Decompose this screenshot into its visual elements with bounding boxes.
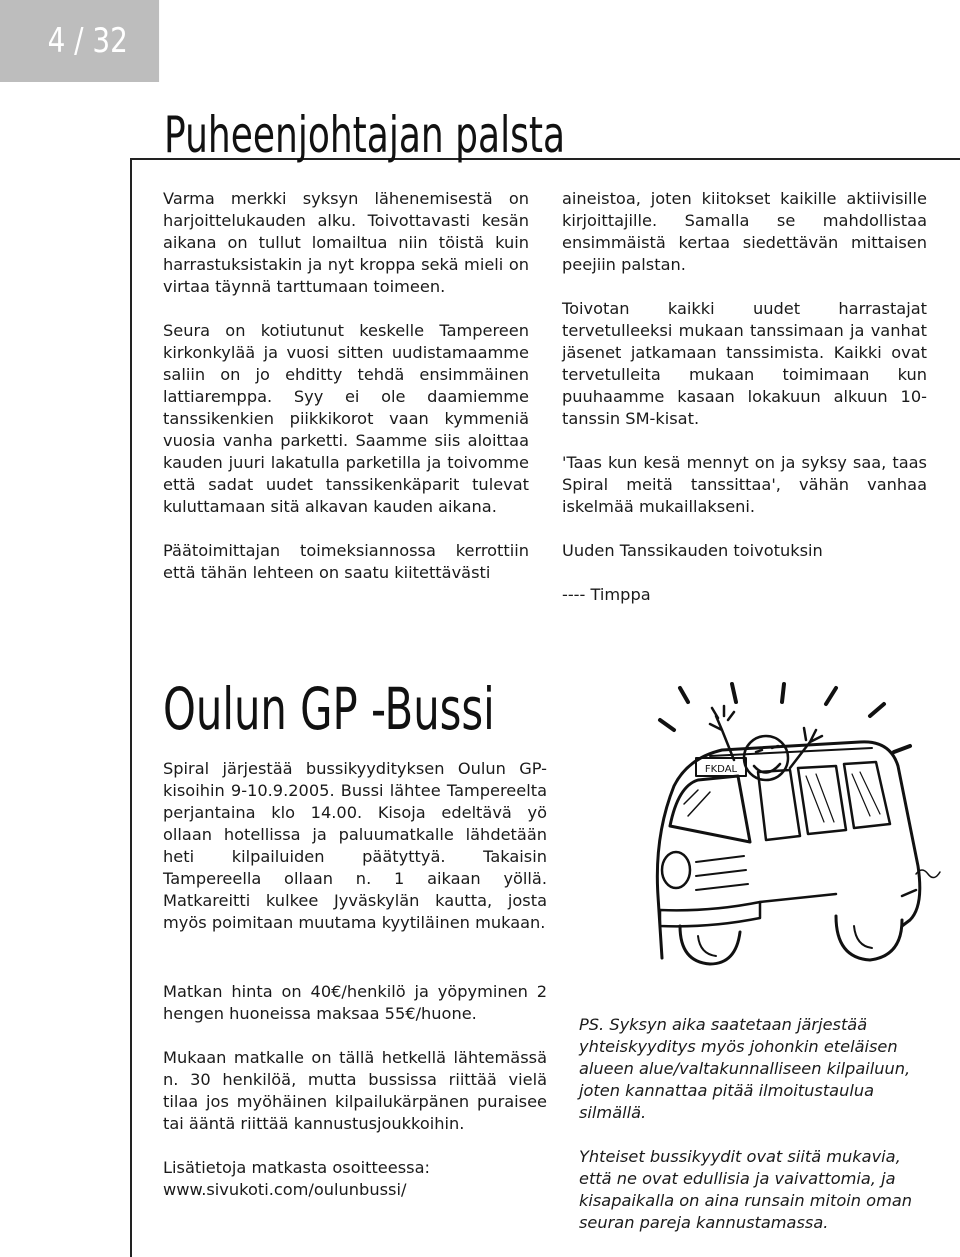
paragraph: Uuden Tanssikauden toivotuksin [562, 541, 823, 560]
chairman-column-right [562, 188, 927, 606]
paragraph: 'Taas kun kesä mennyt on ja syksy saa, taas Spiral meitä tanssittaa', vähän vanhaa iskelmää mukaillakseni. [562, 453, 927, 516]
paragraph: Yhteiset bussikyydit ovat siitä mukavia, että ne ovat edullisia ja vaivattomia, ja kisapaikalla on aina runsain mitoin oman seuran pareja kannustamassa. [579, 1147, 913, 1232]
page-number: 4 / 32 [47, 21, 128, 61]
info-label: Lisätietoja matkasta osoitteessa: [163, 1158, 430, 1177]
cartoon-bus-icon [640, 676, 952, 976]
paragraph: Varma merkki syksyn lähenemisestä on harjoittelukauden alku. Toivottavasti kesän aikana on tullut lomailtua niin töistä kuin harrastuksistakin ja nyt kroppa sekä mieli on virtaa täynnä tarttumaan toimeen. [163, 189, 529, 296]
frame-rule-left [130, 158, 132, 1257]
price-paragraph: Matkan hinta on 40€/henkilö ja yöpyminen 2 hengen huoneissa maksaa 55€/huone. [163, 982, 547, 1023]
paragraph: PS. Syksyn aika saatetaan järjestää yhteiskyyditys myös johonkin eteläisen alueen alue/valtakunnalliseen kilpailuun, joten kannattaa pitää ilmoitustaulua silmällä. [579, 1015, 911, 1122]
bus-intro [163, 758, 547, 934]
signup-paragraph: Mukaan matkalle on tällä hetkellä lähtemässä n. 30 henkilöä, mutta bussissa riittää vielä tilaa jos myöhäinen kilpailukärpänen puraisee tai ääntä riittää kannustusjoukkoihin. [163, 1048, 547, 1133]
info-paragraph [163, 1157, 547, 1201]
bus-sign-text: FKDAL [704, 764, 738, 775]
bus-details [163, 981, 547, 1201]
paragraph: Spiral järjestää bussikyydityksen Oulun GP-kisoihin 9-10.9.2005. Bussi lähtee Tampereelta perjantaina klo 14.00. Kisoja edeltävä yö ollaan hotellissa ja paluumatkalle lähdetään heti kilpailuiden päätyttyä. Takaisin Tampereella ollaan n. 1 aikaan yöllä. Matkareitti kulkee Jyväskylän kautta, josta myös poimitaan muutama kyytiläinen mukaan. [163, 759, 547, 932]
paragraph: Toivotan kaikki uudet harrastajat tervetulleeksi mukaan tanssimaan ja vanhat jäsenet jatkamaan tanssimista. Kaikki ovat tervetulleita mukaan toimimaan kun puuhaamme kasaan lokakuun alkuun 10-tanssin SM-kisat. [562, 299, 927, 428]
paragraph: Seura on kotiutunut keskelle Tampereen kirkonkylää ja vuosi sitten uudistamaamme saliin on jo ehditty tehdä ensimmäinen lattiaremppa. Syy ei ole daamiemme tanssikenkien piikkikorot vaan kymmeniä vuosia vanha parketti. Saamme siis aloittaa kauden juuri lakatulla parketilla ja toivomme että sadat uudet tanssikenkäparit tulevat kuluttamaan sitä alkavan kauden aikana. [163, 321, 529, 516]
ps-note [579, 1014, 927, 1256]
page-number-badge [0, 0, 159, 82]
paragraph: Päätoimittajan toimeksiannossa kerrottiin että tähän lehteen on saatu kiitettävästi [163, 541, 529, 582]
section-title-bus: Oulun GP -Bussi [163, 675, 495, 743]
info-link[interactable]: www.sivukoti.com/oulunbussi/ [163, 1180, 407, 1199]
section-title-chairman-column: Puheenjohtajan palsta [164, 106, 566, 164]
signature: ---- Timppa [562, 585, 651, 604]
chairman-column-left [163, 188, 529, 584]
paragraph: aineistoa, joten kiitokset kaikille aktiivisille kirjoittajille. Samalla se mahdollistaa ensimmäistä kertaa siedettävän mittaisen peejiin palstan. [562, 189, 927, 274]
